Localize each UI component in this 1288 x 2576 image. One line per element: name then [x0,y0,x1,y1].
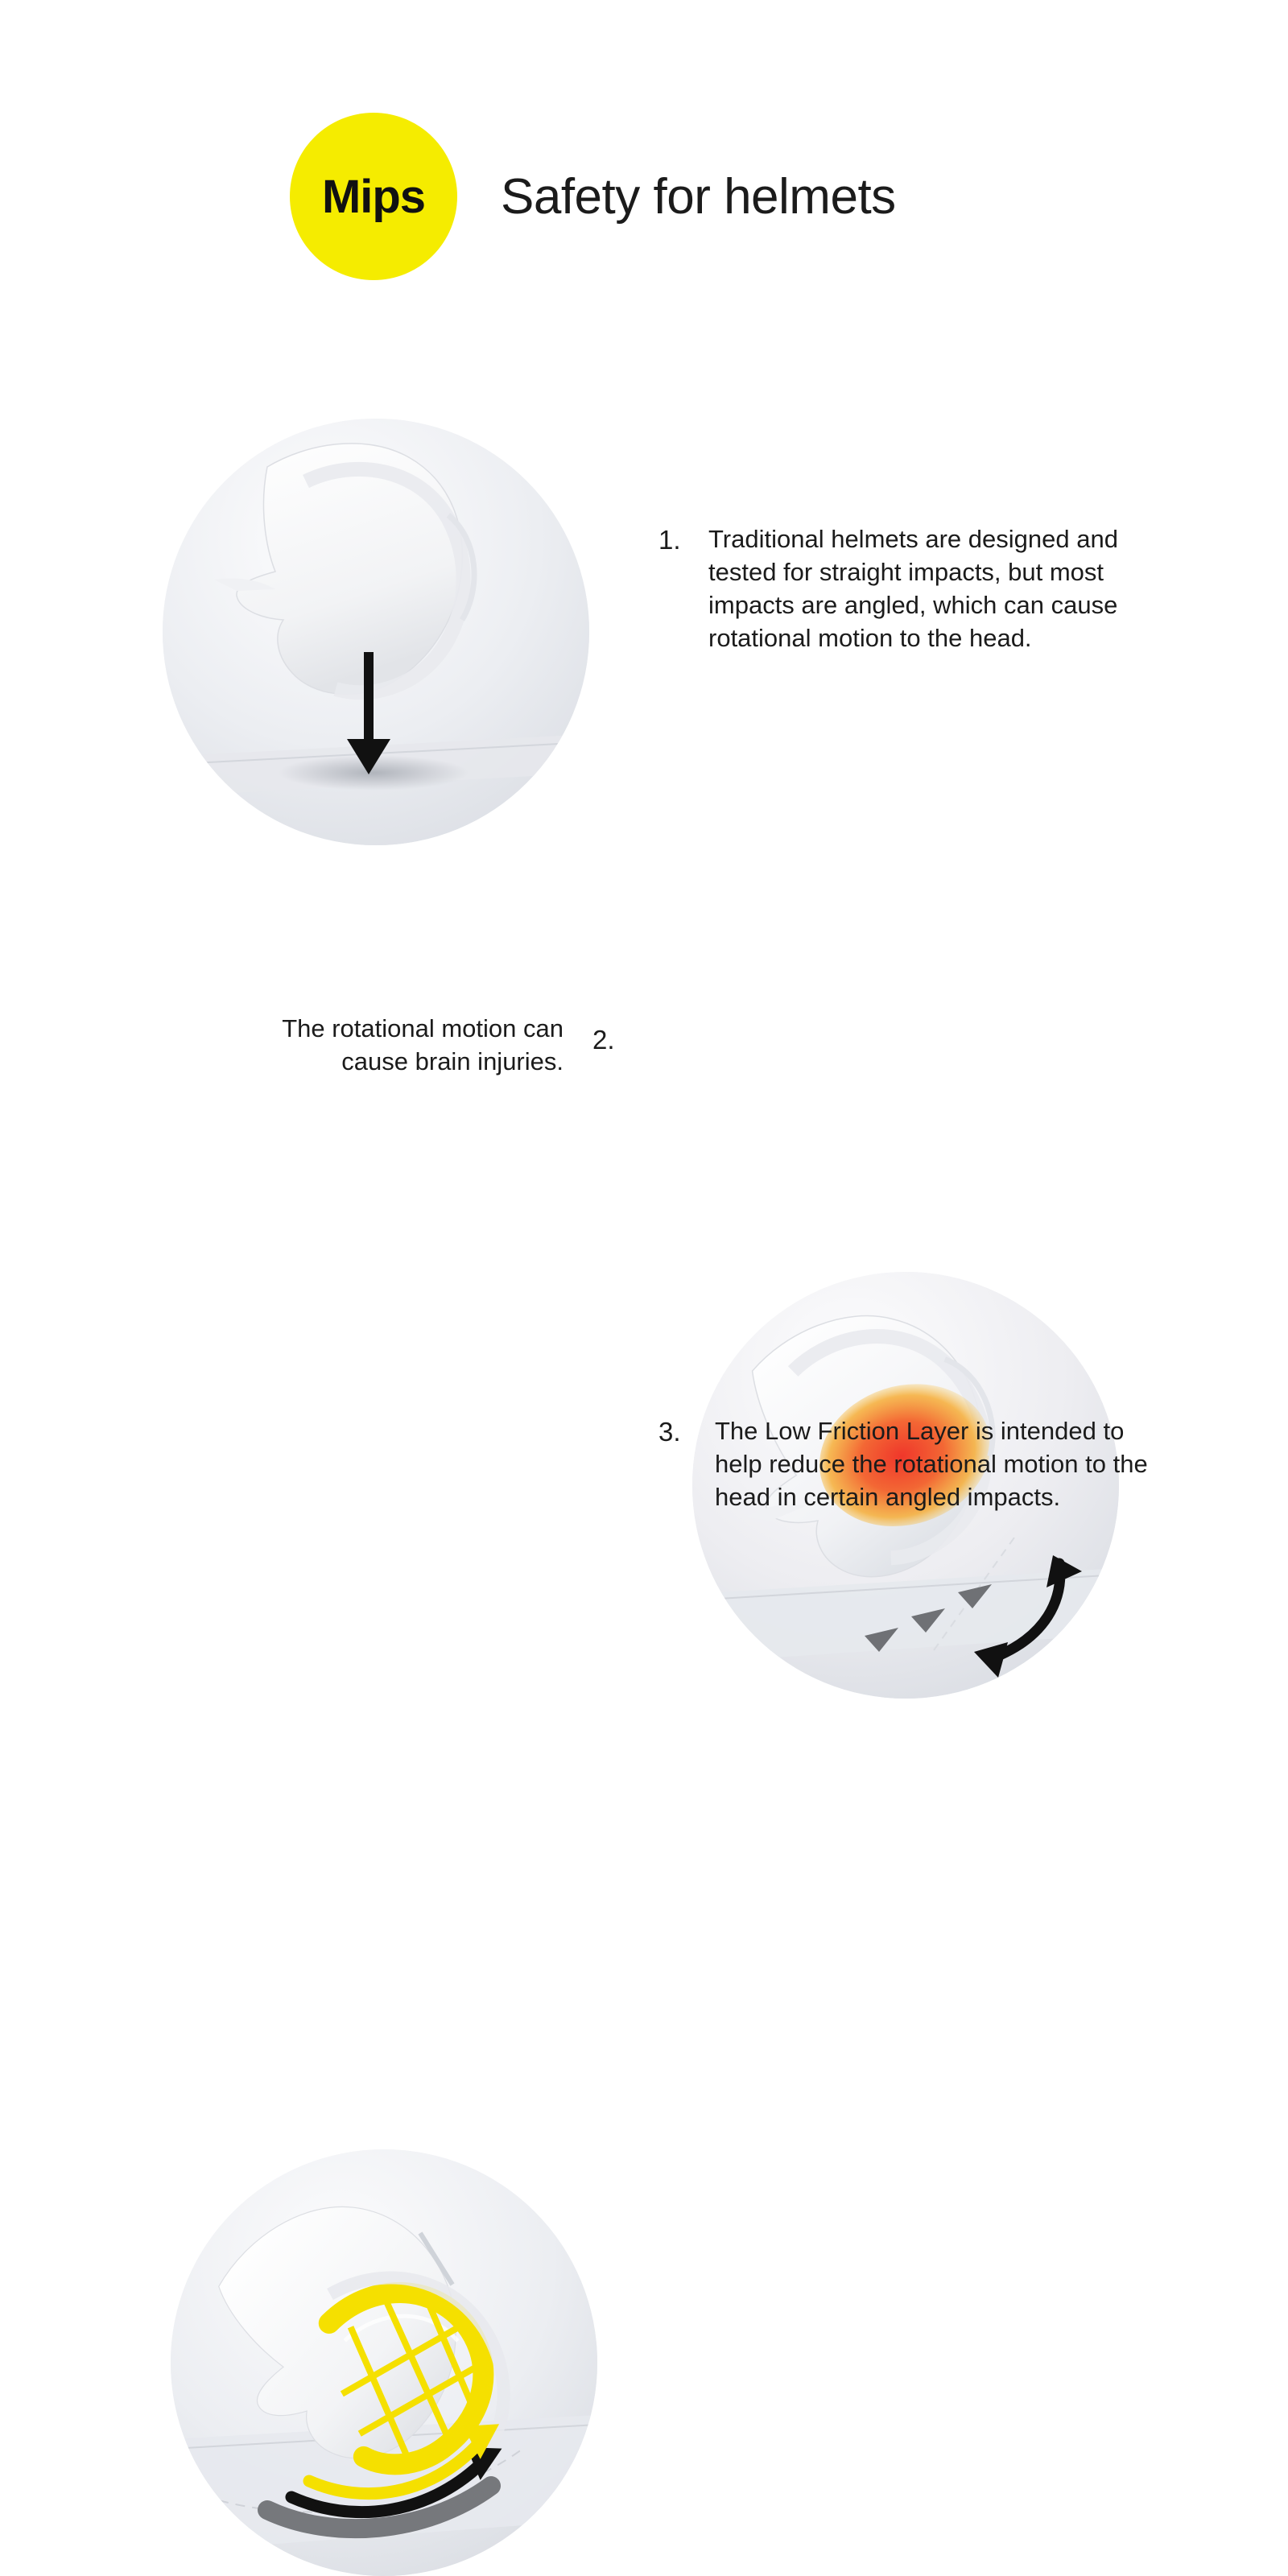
mips-logo-text: Mips [321,170,426,223]
step-3-illustration [171,2149,597,2576]
helmet-low-friction-layer-graphic [171,2149,597,2576]
step-1-number: 1. [658,525,681,555]
page-title: Safety for helmets [501,168,896,225]
step-2-text: The rotational motion can cause brain injuries. [282,1014,564,1075]
step-1-text: Traditional helmets are designed and tested for straight impacts, but most impacts are angled, which can cause rotational motion to the head. [708,525,1118,652]
step-3-number: 3. [658,1417,681,1447]
helmet-straight-impact-graphic [163,419,589,845]
step-1-illustration [163,419,589,845]
step-2-number: 2. [592,1025,615,1055]
step-3-text: The Low Friction Layer is intended to help reduce the rotational motion to the head in certain angled impacts. [715,1417,1148,1511]
mips-logo-badge [290,113,457,280]
page-header [290,113,896,280]
